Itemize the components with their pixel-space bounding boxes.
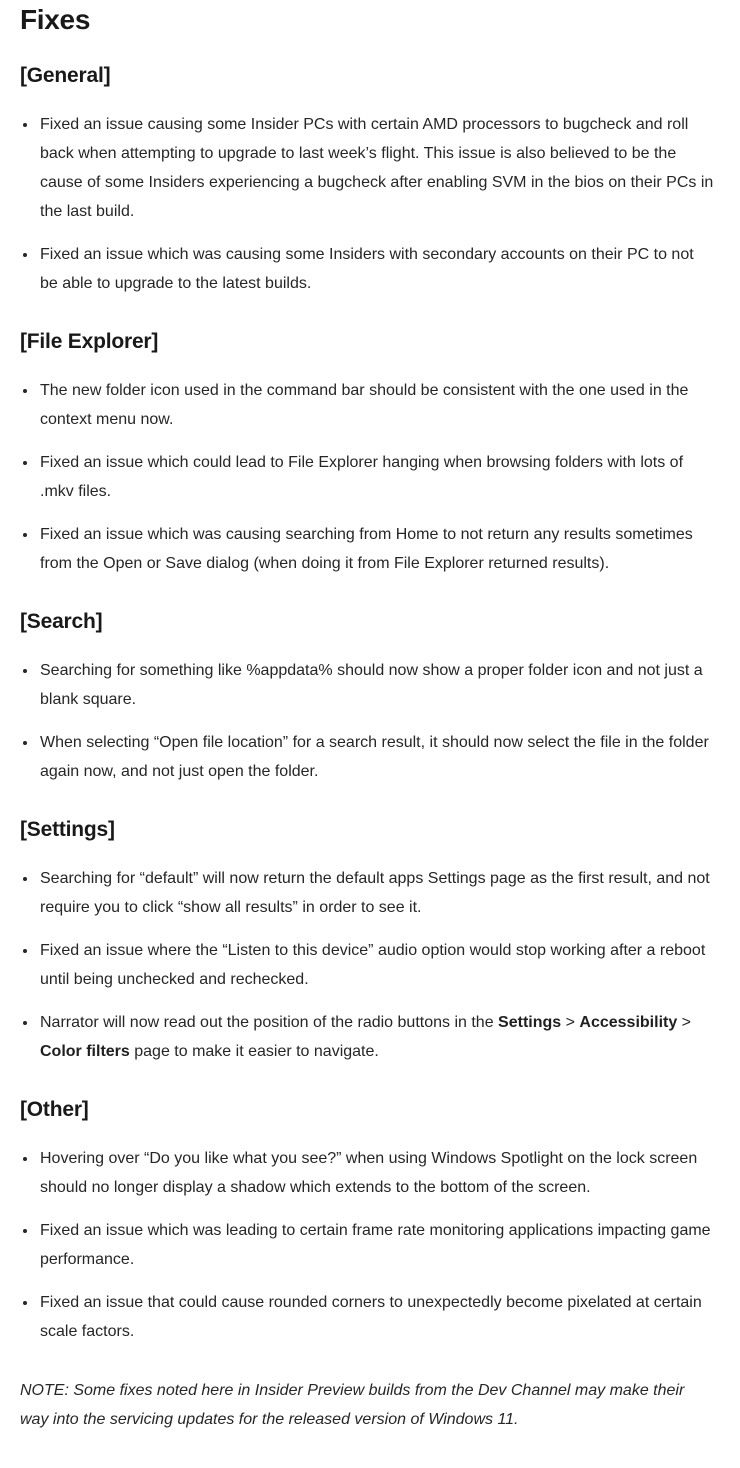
- fix-text: Fixed an issue that could cause rounded corners to unexpectedly become pixelated at certain scale factors.: [40, 1294, 702, 1340]
- fix-text: Fixed an issue which was leading to certain frame rate monitoring applications impacting game performance.: [40, 1222, 711, 1268]
- changelog-article: [20, 4, 714, 1434]
- section-heading-other: [Other]: [20, 1098, 89, 1121]
- fix-item: [38, 376, 714, 434]
- fix-text: Searching for something like %appdata% should now show a proper folder icon and not just a blank square.: [40, 662, 703, 708]
- fix-item: [38, 1008, 714, 1066]
- section-heading-general: [General]: [20, 64, 111, 87]
- section-general: [20, 62, 714, 298]
- fix-text-segment: Narrator will now read out the position of the radio buttons in the: [40, 1014, 499, 1031]
- fix-item: [38, 110, 714, 226]
- fix-item: [38, 520, 714, 578]
- fix-text: Fixed an issue which could lead to File Explorer hanging when browsing folders with lots of .mkv files.: [40, 454, 684, 500]
- fix-text: Fixed an issue which was causing searching from Home to not return any results sometimes from the Open or Save dialog (when doing it from File Explorer returned results).: [40, 526, 693, 572]
- fix-text: Fixed an issue where the “Listen to this device” audio option would stop working after a reboot until being unchecked and rechecked.: [40, 942, 706, 988]
- fix-item: [38, 656, 714, 714]
- fix-text: Fixed an issue causing some Insider PCs with certain AMD processors to bugcheck and roll back when attempting to upgrade to last week’s flight. This issue is also believed to be the cause of some Insiders experiencing a bugcheck after enabling SVM in the bios on their PCs in the last build.: [40, 116, 714, 220]
- fix-text: Hovering over “Do you like what you see?” when using Windows Spotlight on the lock screen should no longer display a shadow which extends to the bottom of the screen.: [40, 1150, 698, 1196]
- settings-breadcrumb-bold: Settings: [498, 1014, 562, 1031]
- color-filters-breadcrumb-bold: Color filters: [40, 1043, 130, 1060]
- fix-text: Fixed an issue which was causing some Insiders with secondary accounts on their PC to not be able to upgrade to the latest builds.: [40, 246, 694, 292]
- fix-text: When selecting “Open file location” for a search result, it should now select the file in the folder again now, and not just open the folder.: [40, 734, 709, 780]
- fix-text: The new folder icon used in the command bar should be consistent with the one used in the context menu now.: [40, 382, 689, 428]
- fix-item: [38, 936, 714, 994]
- fix-text-segment: page to make it easier to navigate.: [129, 1043, 379, 1060]
- page-title: Fixes: [20, 4, 91, 35]
- fix-list: [20, 1144, 714, 1346]
- fix-text-segment: >: [561, 1014, 580, 1031]
- section-search: [20, 608, 714, 786]
- section-heading-settings: [Settings]: [20, 818, 115, 841]
- fix-list: [20, 110, 714, 298]
- fix-item: [38, 1144, 714, 1202]
- fix-list: [20, 864, 714, 1066]
- fix-item: [38, 448, 714, 506]
- fix-item: [38, 240, 714, 298]
- section-other: [20, 1096, 714, 1346]
- fix-list: [20, 656, 714, 786]
- fix-item: [38, 1288, 714, 1346]
- fix-list: [20, 376, 714, 578]
- accessibility-breadcrumb-bold: Accessibility: [579, 1014, 678, 1031]
- fix-item: [38, 1216, 714, 1274]
- section-heading-search: [Search]: [20, 610, 103, 633]
- fix-item: [38, 728, 714, 786]
- section-file-explorer: [20, 328, 714, 578]
- fix-text: Searching for “default” will now return the default apps Settings page as the first result, and not require you to click “show all results” in order to see it.: [40, 870, 710, 916]
- fix-text-segment: >: [677, 1014, 692, 1031]
- note-text: NOTE: Some fixes noted here in Insider Preview builds from the Dev Channel may make their way into the servicing updates for the released version of Windows 11.: [20, 1382, 685, 1428]
- section-settings: [20, 816, 714, 1066]
- fix-item: [38, 864, 714, 922]
- section-heading-file-explorer: [File Explorer]: [20, 330, 159, 353]
